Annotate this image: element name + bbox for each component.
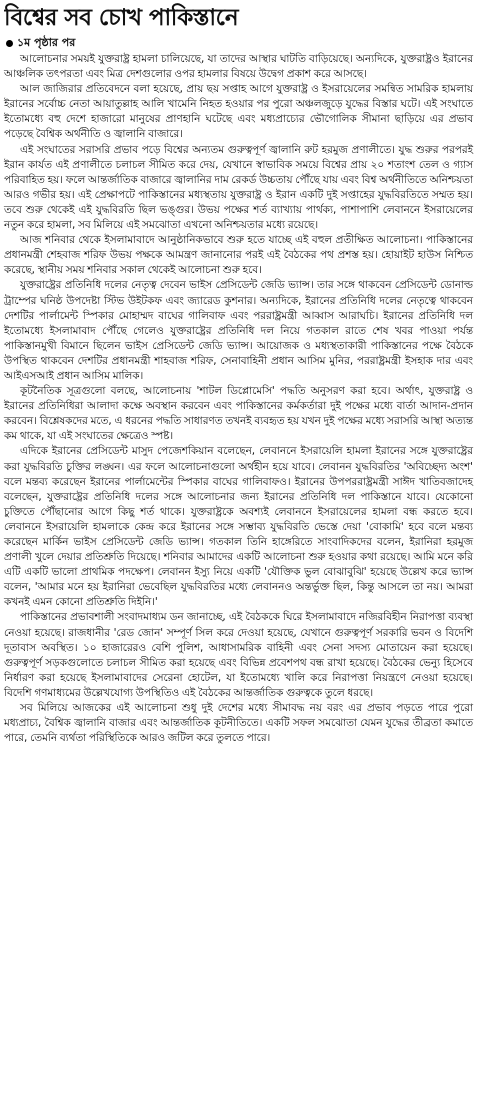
continued-from bbox=[6, 36, 473, 50]
paragraph: এই সংঘাতের সরাসরি প্রভাব পড়ে বিশ্বের অন্যতম গুরুত্বপূর্ণ জ্বালানি রুট হরমুজ প্রণালীতে। যুদ্ধ শুরুর পরপরই ইরান কার্যত এই প্রণালীতে চলাচল সীমিত করে দেয়, যেখানে স্বাভাবিক সময়ে বিশ্বের প্রায় ২০ শতাংশ তেল ও গ্যাস পরিবাহিত হয়। ফলে আন্তর্জাতিক বাজারে জ্বালানির দাম রেকর্ড উচ্চতায় পৌঁছে যায় এবং বিশ্ব অর্থনীতিতে অনিশ্চয়তা আরও গভীর হয়। এই প্রেক্ষাপটে পাকিস্তানের মধ্যস্থতায় যুক্তরাষ্ট্র ও ইরান একটি দুই সপ্তাহের যুদ্ধবিরতিতে সম্মত হয়। তবে শুরু থেকেই এই যুদ্ধবিরতি ছিল ভঙ্গুর। উভয় পক্ষের শর্ত ব্যাখ্যায় পার্থক্য, পাশাপাশি লেবাননে ইসরায়েলের নতুন করে হামলা, সব মিলিয়ে এই সমঝোতা এখনো অনিশ্চয়তার মধ্যে রয়েছে। bbox=[4, 143, 473, 232]
paragraph: কূটনৈতিক সূত্রগুলো বলছে, আলোচনায় 'শাটল ডিপ্লোমেসি' পদ্ধতি অনুসরণ করা হবে। অর্থাৎ, যুক্তরাষ্ট্র ও ইরানের প্রতিনিধিরা আলাদা কক্ষে অবস্থান করবেন এবং পাকিস্তানের কর্মকর্তারা দুই পক্ষের মধ্যে বার্তা আদান-প্রদান করবেন। বিশ্লেষকদের মতে, এ ধরনের পদ্ধতি সাধারণত তখনই ব্যবহৃত হয় যখন দুই পক্ষের মধ্যে সরাসরি আস্থা অত্যন্ত কম থাকে, যা এই সংঘাতের ক্ষেত্রেও স্পষ্ট। bbox=[4, 385, 473, 443]
paragraph: সব মিলিয়ে আজকের এই আলোচনা শুধু দুই দেশের মধ্যে সীমাবদ্ধ নয় বরং এর প্রভাব পড়তে পারে পুরো মধ্যপ্রাচ্য, বৈশ্বিক জ্বালানি বাজার এবং আন্তর্জাতিক কূটনীতিতে। একটি সফল সমঝোতা যেমন যুদ্ধের তীব্রতা কমাতে পারে, তেমনি ব্যর্থতা পরিস্থিতিকে আরও জটিল করে তুলতে পারে। bbox=[4, 702, 473, 745]
paragraph: যুক্তরাষ্ট্রের প্রতিনিধি দলের নেতৃত্ব দেবেন ভাইস প্রেসিডেন্ট জেডি ভ্যান্স। তার সঙ্গে থাকবেন প্রেসিডেন্ট ডোনাল্ড ট্রাম্পের ঘনিষ্ঠ উপদেষ্টা স্টিভ উইটকফ এবং জ্যারেড কুশনার। অন্যদিকে, ইরানের প্রতিনিধি দলের নেতৃত্বে থাকবেন দেশটির পার্লামেন্ট স্পিকার মোহাম্মদ বাঘের গালিবাফ এবং পররাষ্ট্রমন্ত্রী আব্বাস আরাঘচি। ইরানের প্রতিনিধি দল ইতোমধ্যে ইসলামাবাদ পৌঁছে গেলেও যুক্তরাষ্ট্রের প্রতিনিধি দল নিয়ে গতকাল রাতে শেষ খবর পাওয়া পর্যন্ত পাকিস্তানমুখী বিমানে ছিলেন ভাইস প্রেসিডেন্ট জেডি ভ্যান্স। আয়োজক ও মধ্যস্থতাকারী পাকিস্তানের পক্ষে বৈঠকে উপস্থিত থাকবেন দেশটির প্রধানমন্ত্রী শাহবাজ শরিফ, সেনাবাহিনী প্রধান আসিম মুনির, পররাষ্ট্রমন্ত্রী ইসহাক দার এবং আইএসআই প্রধান আসিম মালিক। bbox=[4, 279, 473, 382]
paragraph: পাকিস্তানের প্রভাবশালী সংবাদমাধ্যম ডন জানাচ্ছে, এই বৈঠককে ঘিরে ইসলামাবাদে নজিরবিহীন নিরাপত্তা ব্যবস্থা নেওয়া হয়েছে। রাজধানীর 'রেড জোন' সম্পূর্ণ সিল করে দেওয়া হয়েছে, যেখানে গুরুত্বপূর্ণ সরকারি ভবন ও বিদেশি দূতাবাস অবস্থিত। ১০ হাজারেরও বেশি পুলিশ, আধাসামরিক বাহিনী এবং সেনা সদস্য মোতায়েন করা হয়েছে। গুরুত্বপূর্ণ সড়কগুলোতে চলাচল সীমিত করা হয়েছে এবং বিভিন্ন প্রবেশপথ বন্ধ রাখা হয়েছে। বৈঠকের ভেন্যু হিসেবে নির্ধারণ করা হয়েছে ইসলামাবাদের সেরেনা হোটেল, যা ইতোমধ্যে খালি করে নিরাপত্তা নিয়ন্ত্রণে নেওয়া হয়েছে। বিদেশি গণমাধ্যমের উল্লেখযোগ্য উপস্থিতিও এই বৈঠকের আন্তর্জাতিক গুরুত্বকে তুলে ধরছে। bbox=[4, 611, 473, 699]
paragraph: আলোচনার সময়ই যুক্তরাষ্ট্র হামলা চালিয়েছে, যা তাদের আস্থার ঘাটতি বাড়িয়েছে। অন্যদিকে, যুক্তরাষ্ট্রও ইরানের আঞ্চলিক তৎপরতা এবং মিত্র দেশগুলোর ওপর হামলার বিষয়ে উদ্বেগ প্রকাশ করে আসছে। bbox=[4, 53, 473, 81]
headline: বিশ্বের সব চোখ পাকিস্তানে bbox=[4, 4, 239, 31]
paragraph: আল জাজিরার প্রতিবেদনে বলা হয়েছে, প্রায় ছয় সপ্তাহ আগে যুক্তরাষ্ট্র ও ইসরায়েলের সমন্বিত সামরিক হামলায় ইরানের সর্বোচ্চ নেতা আয়াতুল্লাহ আলি খামেনি নিহত হওয়ার পর পুরো অঞ্চলজুড়ে যুদ্ধের বিস্তার ঘটে। এই সংঘাতে ইতোমধ্যে বহু দেশে হাজারো মানুষের প্রাণহানি ঘটেছে এবং মধ্যপ্রাচ্যের ভৌগোলিক সীমানা ছাড়িয়ে এর প্রভাব পড়েছে বৈশ্বিক অর্থনীতি ও জ্বালানি বাজারে। bbox=[4, 83, 473, 141]
paragraph: এদিকে ইরানের প্রেসিডেন্ট মাসুদ পেজেশকিয়ান বলেছেন, লেবাননে ইসরায়েলি হামলা ইরানের সঙ্গে যুক্তরাষ্ট্রের করা যুদ্ধবিরতি চুক্তির লঙ্ঘন। এর ফলে আলোচনাগুলো অর্থহীন হয়ে যাবে। লেবানন যুদ্ধবিরতির 'অবিচ্ছেদ্য অংশ' বলে মন্তব্য করেছেন ইরানের পার্লামেন্টের স্পিকার বাঘের গালিবাফও। ইরানের উপপররাষ্ট্রমন্ত্রী সাঈদ খাতিবজাদেহ বলেছেন, যুক্তরাষ্ট্রের প্রতিনিধি দলের সঙ্গে আলোচনার জন্য ইরানের প্রতিনিধি দল পাকিস্তানে যাবে। যেকোনো চুক্তিতে পৌঁছানোর আগে কিছু শর্ত থাকে। যুক্তরাষ্ট্রকে অবশ্যই লেবাননে ইসরায়েলের হামলা বন্ধ করতে হবে। লেবাননে ইসরায়েলি হামলাকে কেন্দ্র করে ইরানের সঙ্গে সম্ভাব্য যুদ্ধবিরতি ভেস্তে দেয়া 'বোকামি' হবে বলে মন্তব্য করেছেন মার্কিন ভাইস প্রেসিডেন্ট জেডি ভ্যান্স। গতকাল তিনি হাঙ্গেরিতে সাংবাদিকদের বলেন, ইরানিরা হরমুজ প্রণালী খুলে দেয়ার প্রতিশ্রুতি দিয়েছে। শনিবার আমাদের একটি আলোচনা শুরু হওয়ার কথা রয়েছে। আমি মনে করি এটি একটি ভালো প্রাথমিক পদক্ষেপ। লেবানন ইস্যু নিয়ে একটি 'যৌক্তিক ভুল বোঝাবুঝি' হয়েছে উল্লেখ করে ভ্যান্স বলেন, 'আমার মনে হয় ইরানিরা ভেবেছিল যুদ্ধবিরতির মধ্যে লেবাননও অন্তর্ভুক্ত ছিল, কিন্তু আসলে তা নয়। আমরা কখনই এমন কোনো প্রতিশ্রুতি দিইনি।' bbox=[4, 445, 473, 609]
paragraph: আজ শনিবার থেকে ইসলামাবাদে আনুষ্ঠানিকভাবে শুরু হতে যাচ্ছে এই বহুল প্রতীক্ষিত আলোচনা। পাকিস্তানের প্রধানমন্ত্রী শেহবাজ শরিফ উভয় পক্ষকে আমন্ত্রণ জানানোর পরই এই বৈঠকের পথ প্রশস্ত হয়। হোয়াইট হাউস নিশ্চিত করেছে, স্থানীয় সময় শনিবার সকাল থেকেই আলোচনা শুরু হবে। bbox=[4, 234, 473, 277]
continued-from-label: ১ম পৃষ্ঠার পর bbox=[17, 36, 76, 49]
bullet-icon bbox=[6, 40, 13, 47]
article-body bbox=[4, 52, 473, 746]
